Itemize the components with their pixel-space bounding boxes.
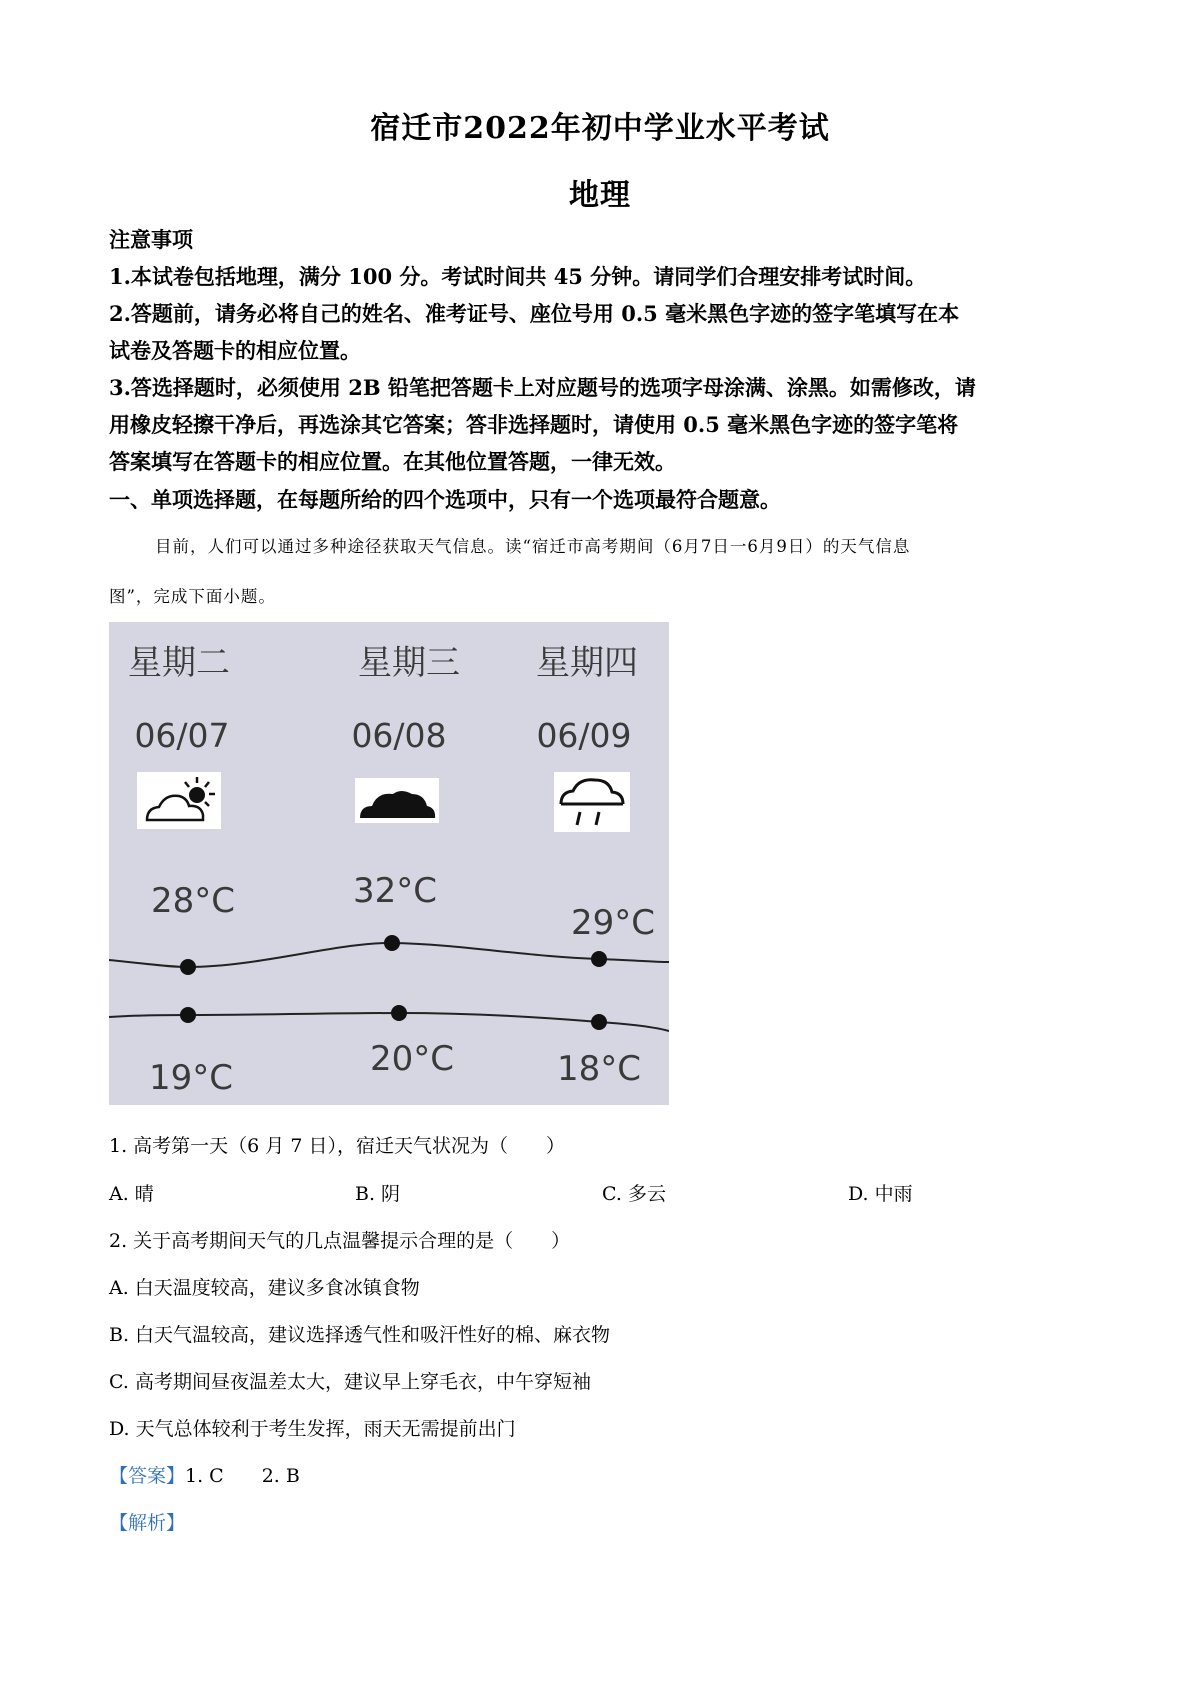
low-temp-point-2 — [391, 1005, 407, 1021]
section-heading: 一、单项选择题，在每题所给的四个选项中，只有一个选项最符合题意。 — [109, 487, 781, 512]
high-temp-label-3: 29°C — [570, 903, 656, 943]
question-1-stem: 1. 高考第一天（6 月 7 日），宿迁天气状况为（ ） — [109, 1135, 565, 1157]
date-2: 06/08 — [351, 716, 447, 755]
question-1-option-b: B. 阴 — [355, 1183, 401, 1205]
question-1-option-c: C. 多云 — [602, 1183, 666, 1205]
notice-item-3-line-1: 3.答选择题时，必须使用 2B 铅笔把答题卡上对应题号的选项字母涂满、涂黑。如需修改，请 — [109, 375, 976, 400]
low-temp-label-3: 18°C — [556, 1049, 642, 1089]
weekday-3: 星期四 — [536, 643, 638, 683]
high-temp-point-2 — [384, 935, 400, 951]
answer-tag: 【答案】 — [109, 1465, 186, 1487]
answer-block — [109, 1461, 300, 1488]
high-temp-point-3 — [591, 951, 607, 967]
cloudy-icon — [355, 778, 439, 823]
notice-item-3-line-3: 答案填写在答题卡的相应位置。在其他位置答题，一律无效。 — [109, 449, 676, 474]
rain-icon — [554, 772, 630, 832]
analysis-tag: 【解析】 — [109, 1512, 186, 1534]
intro-line-2: 图”，完成下面小题。 — [109, 587, 276, 606]
high-temp-label-2: 32°C — [352, 871, 438, 911]
question-2-option-c: C. 高考期间昼夜温差太大，建议早上穿毛衣，中午穿短袖 — [109, 1371, 591, 1393]
high-temp-label-1: 28°C — [150, 881, 236, 921]
question-2-option-a: A. 白天温度较高，建议多食冰镇食物 — [109, 1277, 420, 1299]
notice-item-2-line-2: 试卷及答题卡的相应位置。 — [109, 338, 361, 363]
question-1-option-a: A. 晴 — [109, 1183, 154, 1205]
question-2-option-b: B. 白天气温较高，建议选择透气性和吸汗性好的棉、麻衣物 — [109, 1324, 611, 1346]
low-temp-point-1 — [180, 1007, 196, 1023]
weather-forecast-figure — [109, 622, 669, 1105]
question-2-option-d: D. 天气总体较利于考生发挥，雨天无需提前出门 — [109, 1418, 516, 1440]
notice-item-2-line-1: 2.答题前，请务必将自己的姓名、准考证号、座位号用 0.5 毫米黑色字迹的签字笔填写在本 — [109, 301, 960, 326]
notice-item-1: 1.本试卷包括地理，满分 100 分。考试时间共 45 分钟。请同学们合理安排考试时间。 — [109, 264, 927, 289]
date-1: 06/07 — [134, 716, 230, 755]
weekday-1: 星期二 — [128, 643, 230, 683]
partly-cloudy-icon — [137, 772, 221, 829]
question-2-stem: 2. 关于高考期间天气的几点温馨提示合理的是（ ） — [109, 1230, 571, 1252]
figure-background — [109, 622, 669, 1105]
date-3: 06/09 — [536, 716, 632, 755]
question-1-option-d: D. 中雨 — [848, 1183, 913, 1205]
notice-heading: 注意事项 — [109, 227, 193, 252]
low-temp-point-3 — [591, 1014, 607, 1030]
exam-title: 宿迁市2022年初中学业水平考试 — [370, 111, 830, 146]
low-temp-label-2: 20°C — [369, 1039, 455, 1079]
intro-line-1: 目前，人们可以通过多种途径获取天气信息。读“宿迁市高考期间（6月7日一6月9日）的天气信息 — [155, 537, 911, 556]
subject-title: 地理 — [569, 178, 631, 213]
answer-text: 1. C 2. B — [185, 1465, 300, 1487]
notice-item-3-line-2: 用橡皮轻擦干净后，再选涂其它答案；答非选择题时，请使用 0.5 毫米黑色字迹的签字笔将 — [109, 412, 959, 437]
high-temp-point-1 — [180, 959, 196, 975]
low-temp-label-1: 19°C — [148, 1058, 234, 1098]
weekday-2: 星期三 — [358, 643, 460, 683]
